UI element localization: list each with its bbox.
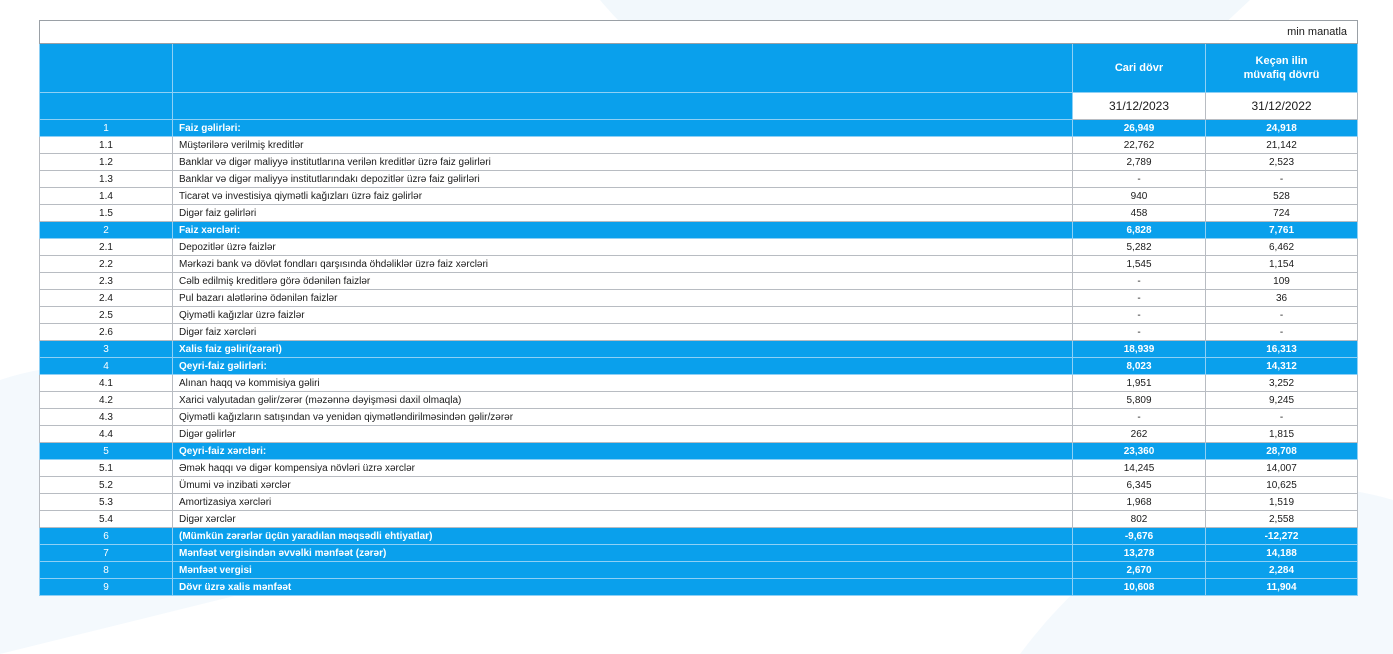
table-row [40,307,1358,324]
row-number: 3 [40,341,173,358]
header-current-period: Cari dövr [1073,44,1206,93]
table-row [40,562,1358,579]
table-row [40,358,1358,375]
row-previous-value: 2,284 [1206,562,1358,579]
row-previous-value: 24,918 [1206,120,1358,137]
row-previous-value: 14,188 [1206,545,1358,562]
row-label: Depozitlər üzrə faizlər [173,239,1073,256]
row-number: 4.4 [40,426,173,443]
row-label: Digər faiz xərcləri [173,324,1073,341]
row-label: Mənfəət vergisi [173,562,1073,579]
row-current-value: -9,676 [1073,528,1206,545]
row-previous-value: 3,252 [1206,375,1358,392]
table-row [40,494,1358,511]
table-row [40,171,1358,188]
row-current-value: 940 [1073,188,1206,205]
table-row [40,409,1358,426]
row-current-value: 14,245 [1073,460,1206,477]
row-number: 2.3 [40,273,173,290]
row-previous-value: 16,313 [1206,341,1358,358]
row-label: Digər faiz gəlirləri [173,205,1073,222]
table-row [40,341,1358,358]
row-label: Qeyri-faiz xərcləri: [173,443,1073,460]
row-label: Banklar və digər maliyyə institutlarındakı depozitlər üzrə faiz gəlirləri [173,171,1073,188]
row-number: 2.1 [40,239,173,256]
row-current-value: - [1073,273,1206,290]
row-number: 1.5 [40,205,173,222]
row-previous-value: 1,815 [1206,426,1358,443]
row-previous-value: 528 [1206,188,1358,205]
row-previous-value: 28,708 [1206,443,1358,460]
row-number: 1.1 [40,137,173,154]
table-row [40,477,1358,494]
table-row [40,528,1358,545]
table-row [40,154,1358,171]
row-current-value: 262 [1073,426,1206,443]
row-label: Qiymətli kağızlar üzrə faizlər [173,307,1073,324]
row-previous-value: 36 [1206,290,1358,307]
table-row [40,222,1358,239]
table-row [40,256,1358,273]
row-previous-value: - [1206,409,1358,426]
row-current-value: 22,762 [1073,137,1206,154]
row-number: 1.4 [40,188,173,205]
row-label: Cəlb edilmiş kreditlərə görə ödənilən faizlər [173,273,1073,290]
row-current-value: 23,360 [1073,443,1206,460]
table-row [40,443,1358,460]
table-row [40,205,1358,222]
row-current-value: - [1073,409,1206,426]
income-statement [39,20,1357,596]
unit-label: min manatla [40,21,1358,44]
row-number: 9 [40,579,173,596]
row-previous-value: 1,154 [1206,256,1358,273]
row-current-value: 6,345 [1073,477,1206,494]
row-label: Ümumi və inzibati xərclər [173,477,1073,494]
row-current-value: - [1073,290,1206,307]
row-number: 2 [40,222,173,239]
table-row [40,120,1358,137]
row-label: Mərkəzi bank və dövlət fondları qarşısında öhdəliklər üzrə faiz xərcləri [173,256,1073,273]
date-current: 31/12/2023 [1073,93,1206,120]
row-number: 5.1 [40,460,173,477]
row-label: Əmək haqqı və digər kompensiya növləri üzrə xərclər [173,460,1073,477]
income-statement-table [39,20,1358,596]
table-row [40,188,1358,205]
column-header-row [40,44,1358,93]
row-number: 2.2 [40,256,173,273]
row-label: Alınan haqq və kommisiya gəliri [173,375,1073,392]
row-label: Qeyri-faiz gəlirləri: [173,358,1073,375]
row-number: 2.4 [40,290,173,307]
table-row [40,324,1358,341]
row-current-value: 10,608 [1073,579,1206,596]
row-label: Xarici valyutadan gəlir/zərər (məzənnə dəyişməsi daxil olmaqla) [173,392,1073,409]
row-previous-value: -12,272 [1206,528,1358,545]
row-number: 5.2 [40,477,173,494]
row-current-value: 458 [1073,205,1206,222]
row-number: 4.1 [40,375,173,392]
row-previous-value: 10,625 [1206,477,1358,494]
row-current-value: 8,023 [1073,358,1206,375]
table-row [40,239,1358,256]
row-previous-value: 7,761 [1206,222,1358,239]
row-current-value: 26,949 [1073,120,1206,137]
header-previous-period [1206,44,1358,93]
row-label: Faiz xərcləri: [173,222,1073,239]
table-row [40,579,1358,596]
row-current-value: - [1073,171,1206,188]
table-row [40,426,1358,443]
row-label: Ticarət və investisiya qiymətli kağızları üzrə faiz gəlirlər [173,188,1073,205]
row-label: Mənfəət vergisindən əvvəlki mənfəət (zərər) [173,545,1073,562]
row-previous-value: - [1206,171,1358,188]
row-label: Faiz gəlirləri: [173,120,1073,137]
header-blank-label [173,44,1073,93]
row-current-value: 2,670 [1073,562,1206,579]
row-number: 4.2 [40,392,173,409]
row-current-value: 1,951 [1073,375,1206,392]
row-previous-value: 109 [1206,273,1358,290]
row-previous-value: - [1206,324,1358,341]
date-header-row [40,93,1358,120]
row-number: 4 [40,358,173,375]
row-current-value: 6,828 [1073,222,1206,239]
table-row [40,392,1358,409]
row-current-value: - [1073,307,1206,324]
table-row [40,290,1358,307]
row-label: (Mümkün zərərlər üçün yaradılan məqsədli ehtiyatlar) [173,528,1073,545]
row-previous-value: - [1206,307,1358,324]
unit-row [40,21,1358,44]
row-previous-value: 9,245 [1206,392,1358,409]
row-number: 2.6 [40,324,173,341]
row-number: 5.4 [40,511,173,528]
row-number: 2.5 [40,307,173,324]
row-number: 1 [40,120,173,137]
row-previous-value: 11,904 [1206,579,1358,596]
table-row [40,511,1358,528]
table-row [40,137,1358,154]
row-label: Pul bazarı alətlərinə ödənilən faizlər [173,290,1073,307]
table-row [40,545,1358,562]
row-current-value: 5,809 [1073,392,1206,409]
row-current-value: 1,968 [1073,494,1206,511]
row-label: Xalis faiz gəliri(zərəri) [173,341,1073,358]
row-previous-value: 2,523 [1206,154,1358,171]
row-current-value: - [1073,324,1206,341]
row-label: Qiymətli kağızların satışından və yenidən qiymətləndirilməsindən gəlir/zərər [173,409,1073,426]
date-blank-label [173,93,1073,120]
row-label: Digər xərclər [173,511,1073,528]
row-label: Müştərilərə verilmiş kreditlər [173,137,1073,154]
row-number: 1.3 [40,171,173,188]
date-blank-num [40,93,173,120]
row-previous-value: 1,519 [1206,494,1358,511]
row-current-value: 802 [1073,511,1206,528]
row-number: 7 [40,545,173,562]
row-number: 6 [40,528,173,545]
row-previous-value: 14,007 [1206,460,1358,477]
header-blank-num [40,44,173,93]
row-number: 8 [40,562,173,579]
header-previous-period-text: Keçən ilin müvafiq dövrü [1243,55,1320,81]
table-row [40,273,1358,290]
row-label: Dövr üzrə xalis mənfəət [173,579,1073,596]
row-current-value: 5,282 [1073,239,1206,256]
row-previous-value: 6,462 [1206,239,1358,256]
row-current-value: 18,939 [1073,341,1206,358]
date-previous: 31/12/2022 [1206,93,1358,120]
row-current-value: 13,278 [1073,545,1206,562]
row-current-value: 1,545 [1073,256,1206,273]
row-previous-value: 2,558 [1206,511,1358,528]
table-row [40,460,1358,477]
row-previous-value: 724 [1206,205,1358,222]
row-label: Amortizasiya xərcləri [173,494,1073,511]
row-current-value: 2,789 [1073,154,1206,171]
table-row [40,375,1358,392]
row-label: Digər gəlirlər [173,426,1073,443]
row-number: 4.3 [40,409,173,426]
row-previous-value: 14,312 [1206,358,1358,375]
row-number: 5 [40,443,173,460]
row-number: 5.3 [40,494,173,511]
row-number: 1.2 [40,154,173,171]
row-previous-value: 21,142 [1206,137,1358,154]
row-label: Banklar və digər maliyyə institutlarına verilən kreditlər üzrə faiz gəlirləri [173,154,1073,171]
